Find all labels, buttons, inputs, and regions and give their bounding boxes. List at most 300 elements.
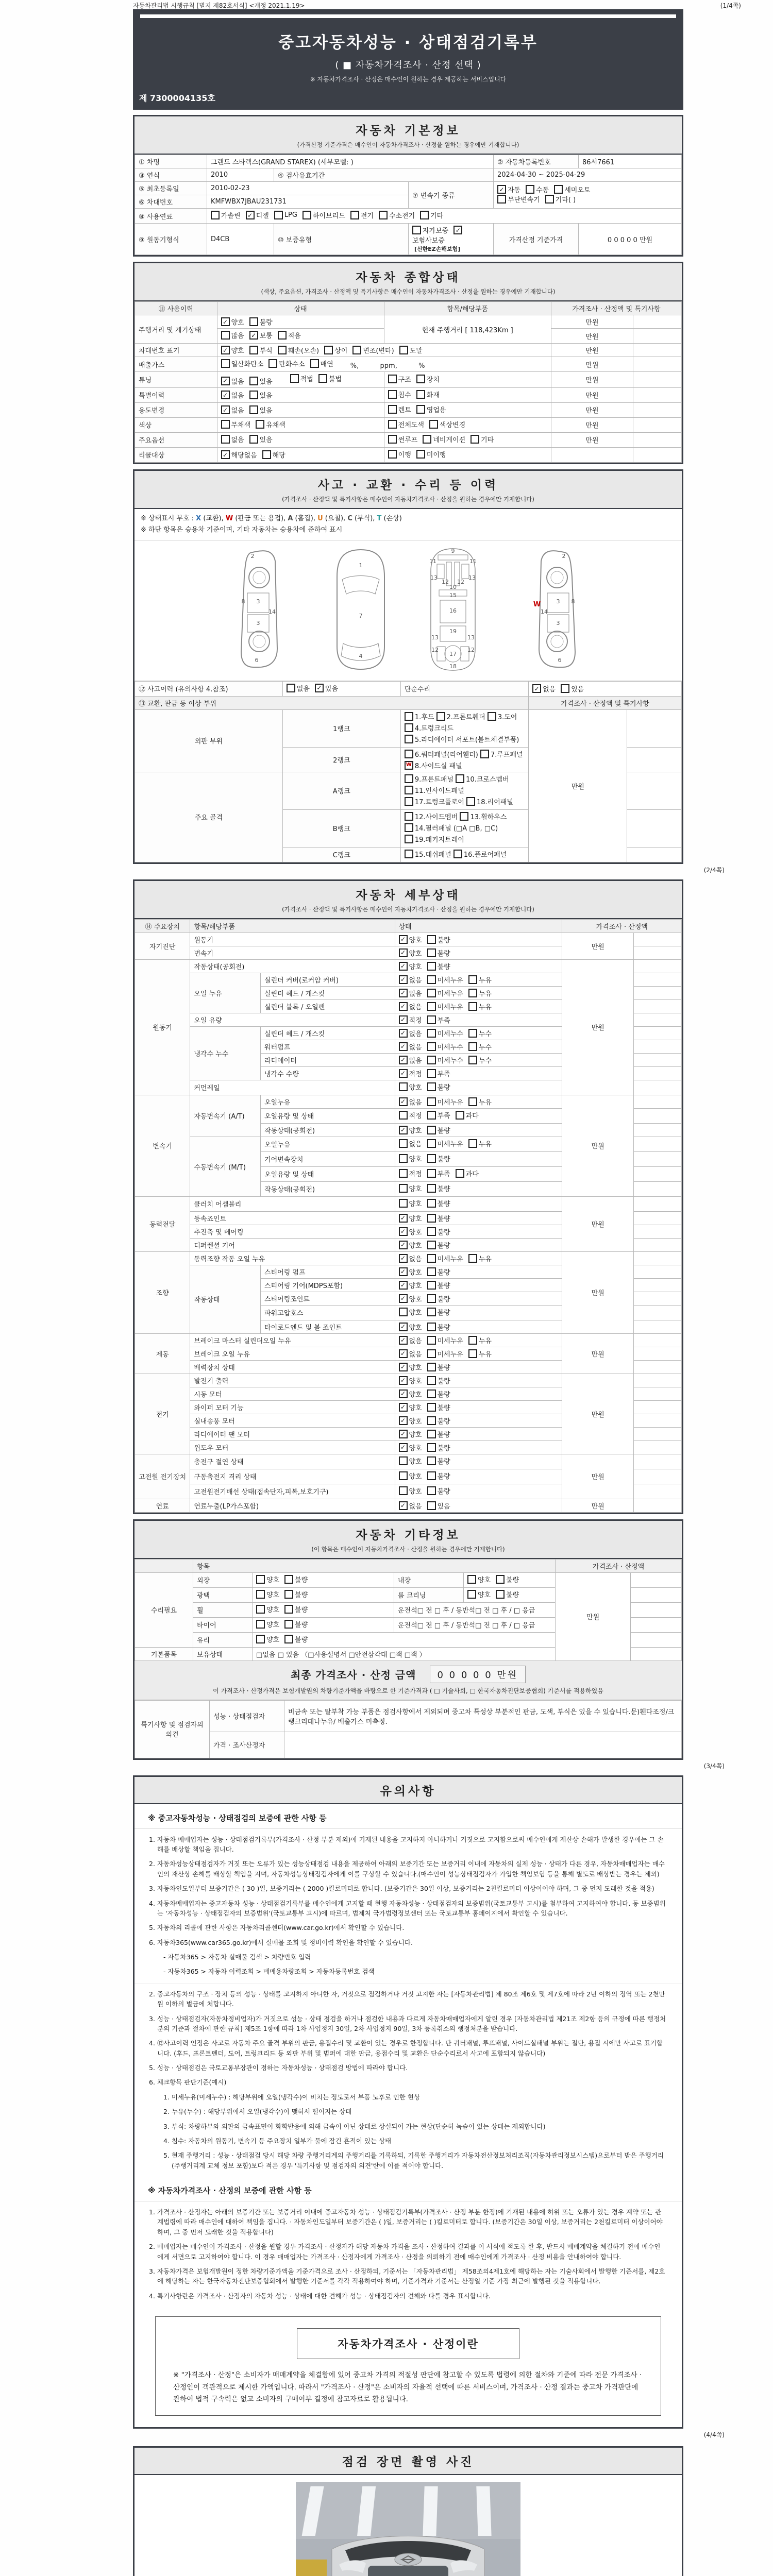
state-options: [395, 1211, 562, 1225]
price-cell: 만원: [551, 417, 633, 432]
checkbox-영업용[interactable]: [416, 405, 425, 414]
checkbox-이행[interactable]: [388, 450, 397, 459]
checkbox-도말[interactable]: [399, 346, 408, 354]
checkbox-없음[interactable]: ✓: [399, 1336, 408, 1345]
checkbox-label: 없음: [409, 1140, 422, 1148]
checkbox-디젤[interactable]: ✓: [246, 211, 255, 219]
checkbox-없음[interactable]: ✓: [399, 975, 408, 984]
checkbox-15.대쉬패널[interactable]: [405, 850, 413, 858]
checkbox-양호[interactable]: ✓: [399, 1214, 408, 1223]
checkbox-label: 불량: [437, 1200, 450, 1208]
checkbox-양호[interactable]: [399, 1456, 408, 1465]
checkbox-부족[interactable]: [427, 1111, 436, 1120]
price-cell: 만원: [562, 1499, 633, 1512]
checkbox-누유[interactable]: [468, 1139, 477, 1148]
checkbox-양호[interactable]: ✓: [221, 346, 230, 354]
field-label: ⑦ 변속기 종류: [409, 182, 494, 209]
price-cell: 만원: [562, 1251, 633, 1333]
state-options: [395, 1053, 562, 1066]
checkbox-label: 불량: [437, 1083, 450, 1092]
checkbox-19.패키지트레이[interactable]: [405, 835, 413, 843]
checkbox-label: 불량: [437, 1228, 450, 1236]
checkbox-색상변경[interactable]: [429, 420, 438, 429]
document-body: [133, 0, 725, 2576]
state-code-T: T: [377, 514, 382, 522]
checkbox-부식[interactable]: [249, 346, 258, 354]
checkbox-과다[interactable]: [456, 1111, 464, 1120]
checkbox-기타[interactable]: [470, 435, 479, 444]
checkbox-label: 미세누유: [437, 1140, 463, 1148]
checkbox-양호[interactable]: [256, 1575, 265, 1584]
section-detail-subtitle: (가격조사 · 산정액 및 특기사항은 매수인이 자동차가격조사 · 산정을 원하는 경우에만 기재합니다): [282, 905, 534, 913]
checkbox-불량[interactable]: [427, 1486, 436, 1495]
checkbox-불량[interactable]: [427, 948, 436, 957]
checkbox-LPG[interactable]: [274, 211, 283, 219]
inspector-opinion-text: [284, 1732, 682, 1758]
checkbox-label: 불량: [437, 1472, 450, 1481]
checkbox-누수[interactable]: [468, 1042, 477, 1051]
checkbox-label: 보험사보증: [412, 237, 445, 245]
checkbox-양호[interactable]: ✓: [399, 1416, 408, 1425]
state-options: [395, 1374, 562, 1387]
checkbox-label: 미세누유: [437, 976, 463, 985]
checkbox-group: [399, 1429, 450, 1439]
checkbox-없음[interactable]: ✓: [221, 377, 230, 385]
state-options: [464, 1587, 556, 1602]
checkbox-13.휠하우스[interactable]: [460, 812, 468, 821]
checkbox-불량[interactable]: [427, 1267, 436, 1276]
checkbox-누유[interactable]: [468, 1002, 477, 1011]
section-overall-title: 자동차 종합상태: [356, 271, 461, 284]
checkbox-불법[interactable]: [318, 374, 327, 383]
checkbox-label: 양호: [409, 1215, 422, 1223]
checkbox-label: 미이행: [426, 451, 446, 459]
accident-history-options: [282, 681, 400, 696]
checkbox-미세누수[interactable]: [427, 1029, 436, 1038]
checkbox-과다[interactable]: [456, 1169, 464, 1178]
checkbox-label: 화재: [426, 391, 440, 399]
checkbox-4.트렁크리드[interactable]: [405, 723, 413, 732]
checkbox-label: 있음: [259, 392, 273, 400]
checkbox-없음[interactable]: ✓: [532, 684, 541, 693]
checkbox-불량[interactable]: [427, 1199, 436, 1208]
state-options: [395, 1292, 562, 1305]
checkbox-있음[interactable]: [561, 684, 569, 693]
notes-cell: [633, 1360, 681, 1374]
checkbox-label: 일산화탄소: [231, 361, 264, 368]
emission-values: %, ppm, %: [333, 362, 425, 370]
checkbox-label: 19.패키지트레이: [414, 836, 464, 844]
checkbox-3.도어[interactable]: [488, 712, 496, 721]
checkbox-group: [399, 1294, 450, 1303]
checkbox-불량[interactable]: [427, 962, 436, 971]
checkbox-label: 양호: [409, 1228, 422, 1236]
state-options: [395, 1225, 562, 1238]
checkbox-상이[interactable]: [324, 346, 333, 354]
checkbox-불량[interactable]: [427, 1443, 436, 1452]
checkbox-부족[interactable]: [427, 1015, 436, 1024]
checkbox-적법[interactable]: [290, 374, 299, 383]
checkbox-5.라디에이터 서포트(볼트체결부품)[interactable]: [405, 735, 413, 743]
checkbox-미세누유[interactable]: [427, 1002, 436, 1011]
element: 3: [256, 598, 260, 605]
table-cell: [217, 372, 384, 388]
checkbox-보험사보증[interactable]: ✓: [453, 226, 462, 234]
checkbox-양호[interactable]: [256, 1590, 265, 1599]
checkbox-group: [399, 1168, 479, 1178]
state-options: [395, 1484, 562, 1499]
final-price-note: 이 가격조사 · 산정가격은 보험개발원의 차량기준가액을 바탕으로 한 기준가격과 ( □ 기술사회, □ 한국자동차진단보증협회) 기준서를 적용하였음: [135, 1685, 682, 1700]
checkbox-group: [436, 711, 485, 721]
checkbox-없음[interactable]: ✓: [399, 1254, 408, 1263]
checkbox-label: 있음: [437, 1502, 450, 1511]
checkbox-양호[interactable]: [399, 1471, 408, 1480]
checkbox-양호[interactable]: ✓: [399, 1323, 408, 1331]
item-label: 워터펌프: [261, 1040, 395, 1053]
item-label: 실린더 블록 / 오일팬: [261, 999, 395, 1013]
price-cell: 만원: [562, 1374, 633, 1454]
checkbox-불량[interactable]: [284, 1590, 293, 1599]
checkbox-적음[interactable]: [278, 331, 287, 340]
checkbox-썬루프[interactable]: [388, 435, 397, 444]
checkbox-렌트[interactable]: [388, 405, 397, 414]
checkbox-없음[interactable]: ✓: [399, 1501, 408, 1510]
checkbox-적정[interactable]: [399, 1111, 408, 1120]
checkbox-label: 양호: [478, 1576, 491, 1584]
checkbox-무채색[interactable]: [221, 420, 230, 429]
checkbox-없음[interactable]: ✓: [399, 1349, 408, 1358]
checkbox-부족[interactable]: [427, 1169, 436, 1178]
column-header: 항목/해당부품: [190, 919, 395, 933]
checkbox-미세누수[interactable]: [427, 1042, 436, 1051]
checkbox-불량[interactable]: [427, 1126, 436, 1134]
checkbox-label: 양호: [409, 950, 422, 958]
checkbox-네비게이션[interactable]: [423, 435, 431, 444]
checkbox-group: [399, 1139, 492, 1148]
checkbox-유채색[interactable]: [256, 420, 264, 429]
basic-info-table: [135, 155, 682, 255]
checkbox-label: 적정: [409, 1112, 422, 1120]
price-cell: 만원: [551, 315, 633, 329]
checkbox-불량[interactable]: [427, 1323, 436, 1331]
device-group-label: 동력전달: [135, 1196, 190, 1251]
checkbox-양호[interactable]: [399, 1184, 408, 1193]
item-label: 고전원전기배선 상태(접속단자,피복,보호기구): [190, 1484, 395, 1499]
checkbox-12.사이드멤버[interactable]: [405, 812, 413, 821]
checkbox-양호[interactable]: ✓: [399, 1376, 408, 1385]
checkbox-양호[interactable]: ✓: [399, 1430, 408, 1438]
checkbox-불량[interactable]: [284, 1605, 293, 1614]
checkbox-17.트렁크플로어[interactable]: [405, 797, 413, 806]
checkbox-있음[interactable]: [249, 377, 258, 385]
checkbox-장치[interactable]: [416, 375, 425, 383]
checkbox-7.루프패널[interactable]: [480, 750, 489, 758]
checkbox-침수[interactable]: [388, 390, 397, 399]
checkbox-14.필러패널 (□A □B, □C)[interactable]: [405, 823, 413, 832]
checkbox-누수[interactable]: [468, 1029, 477, 1038]
accident-table: [135, 681, 682, 862]
checkbox-불량[interactable]: [427, 935, 436, 944]
checkbox-양호[interactable]: ✓: [399, 1227, 408, 1236]
element: 2: [250, 552, 255, 560]
checkbox-누수[interactable]: [468, 1056, 477, 1064]
checkbox-매연[interactable]: [310, 359, 319, 368]
checkbox-없음[interactable]: ✓: [221, 405, 230, 414]
element: 12: [431, 646, 439, 653]
notes-cell: [633, 1414, 681, 1427]
table-cell: [217, 417, 384, 432]
checkbox-해당[interactable]: [262, 450, 271, 459]
checkbox-적정[interactable]: ✓: [399, 1015, 408, 1024]
checkbox-세미오토[interactable]: [554, 185, 563, 194]
checkbox-불량[interactable]: [427, 1376, 436, 1385]
checkbox-미세누유[interactable]: [427, 1336, 436, 1345]
checkbox-양호[interactable]: ✓: [399, 1126, 408, 1134]
checkbox-불량[interactable]: [427, 1363, 436, 1371]
checkbox-미세누유[interactable]: [427, 975, 436, 984]
checkbox-누유[interactable]: [468, 1336, 477, 1345]
checkbox-양호[interactable]: [399, 1199, 408, 1208]
checkbox-있음[interactable]: ✓: [315, 684, 324, 692]
checkbox-있음[interactable]: [249, 405, 258, 414]
checkbox-적정[interactable]: ✓: [399, 1069, 408, 1078]
checkbox-누유[interactable]: [468, 1254, 477, 1263]
checkbox-미세누유[interactable]: [427, 1349, 436, 1358]
checkbox-label: 8.사이드실 패널: [414, 762, 462, 770]
checkbox-양호[interactable]: ✓: [399, 1267, 408, 1276]
checkbox-전기[interactable]: [350, 211, 359, 219]
subgroup-label: 수동변속기 (M/T): [190, 1137, 261, 1196]
checkbox-불량[interactable]: [496, 1575, 505, 1584]
checkbox-불량[interactable]: [427, 1082, 436, 1091]
overall-row-배출가스: [135, 357, 682, 372]
checkbox-label: 불량: [437, 1377, 450, 1385]
checkbox-18.리어패널[interactable]: [466, 797, 475, 806]
notes-cell: [633, 973, 681, 986]
checkbox-8.사이드실 패널[interactable]: W: [405, 761, 413, 770]
checkbox-없음[interactable]: ✓: [221, 391, 230, 399]
checkbox-많음[interactable]: [221, 331, 230, 340]
checkbox-group: [399, 1002, 492, 1011]
checkbox-group: [399, 1471, 450, 1481]
checkbox-양호[interactable]: [399, 1486, 408, 1495]
checkbox-불량[interactable]: [427, 1416, 436, 1425]
checkbox-구조[interactable]: [388, 375, 397, 383]
state-options: [395, 1320, 562, 1333]
checkbox-없음[interactable]: ✓: [399, 1042, 408, 1051]
checkbox-수소전기[interactable]: [379, 211, 388, 219]
checkbox-누유[interactable]: [468, 975, 477, 984]
checkbox-부족[interactable]: [427, 1069, 436, 1078]
checkbox-하이브리드[interactable]: [303, 211, 311, 219]
checkbox-2.프론트휀더[interactable]: [436, 712, 445, 721]
checkbox-9.프론트패널[interactable]: [405, 774, 413, 783]
basic-items-label: 기본품목: [135, 1647, 193, 1660]
checkbox-미세누유[interactable]: [427, 1254, 436, 1263]
checkbox-불량[interactable]: [427, 1281, 436, 1290]
state-code-U: U: [317, 514, 323, 522]
checkbox-양호[interactable]: [399, 1308, 408, 1316]
checkbox-양호[interactable]: ✓: [399, 1281, 408, 1290]
checkbox-group: [388, 404, 446, 414]
checkbox-10.크로스멤버[interactable]: [456, 774, 464, 783]
checkbox-group: [399, 1349, 492, 1359]
checkbox-양호[interactable]: ✓: [399, 1363, 408, 1371]
checkbox-자가보증[interactable]: [412, 226, 421, 234]
checkbox-수동[interactable]: [526, 185, 534, 194]
checkbox-불량[interactable]: [427, 1471, 436, 1480]
element: W: [533, 600, 541, 608]
checkbox-group: [399, 1110, 479, 1120]
checkbox-불량[interactable]: [427, 1308, 436, 1316]
checkbox-불량[interactable]: [427, 1430, 436, 1438]
checkbox-label: 양호: [409, 963, 422, 971]
checkbox-양호[interactable]: ✓: [399, 1403, 408, 1412]
column-header: 가격조사 · 산정액 및 특기사항: [551, 302, 681, 315]
checkbox-양호[interactable]: [256, 1620, 265, 1629]
checkbox-미세누수[interactable]: [427, 1056, 436, 1064]
checkbox-불량[interactable]: [427, 1389, 436, 1398]
checkbox-불량[interactable]: [249, 317, 258, 326]
checkbox-변조(변타)[interactable]: [352, 346, 361, 354]
checkbox-label: 누유: [478, 1337, 492, 1345]
checkbox-없음[interactable]: [221, 435, 230, 444]
engine-type-value: D4CB: [207, 224, 274, 255]
checkbox-label: 양호: [409, 1083, 422, 1092]
checkbox-label: 적정: [409, 1070, 422, 1078]
checkbox-양호[interactable]: ✓: [399, 1294, 408, 1303]
checkbox-불량[interactable]: [427, 1403, 436, 1412]
notes-cell: [631, 1572, 682, 1587]
checkbox-없음[interactable]: ✓: [399, 1056, 408, 1064]
checkbox-label: 누유: [478, 1003, 492, 1011]
checkbox-16.플로어패널[interactable]: [453, 850, 462, 858]
checkbox-불량[interactable]: [427, 1241, 436, 1249]
checkbox-불량[interactable]: [284, 1635, 293, 1643]
checkbox-label: 양호: [409, 1268, 422, 1277]
other-info-table: [135, 1559, 682, 1661]
notes-cell: [633, 1211, 681, 1225]
checkbox-불량[interactable]: [427, 1184, 436, 1193]
checkbox-해당없음[interactable]: ✓: [221, 450, 230, 459]
checkbox-미이행[interactable]: [416, 450, 425, 459]
checkbox-6.쿼터패널(리어휀더)[interactable]: [405, 750, 413, 758]
state-options: [395, 1108, 562, 1123]
checkbox-group: [256, 1604, 308, 1614]
checkbox-label: 불량: [437, 1324, 450, 1332]
checkbox-불량[interactable]: [427, 1154, 436, 1163]
checkbox-label: 적정: [409, 1170, 422, 1178]
checkbox-양호[interactable]: ✓: [399, 1241, 408, 1249]
checkbox-없음[interactable]: [399, 1139, 408, 1148]
checkbox-탄화수소[interactable]: [268, 359, 277, 368]
remarks-table: [135, 1700, 682, 1758]
rank-label: C랭크: [282, 847, 400, 862]
checkbox-기타[interactable]: [420, 211, 429, 219]
checkbox-훼손(오손)[interactable]: [278, 346, 287, 354]
table-cell: [217, 447, 384, 462]
checkbox-전체도색[interactable]: [388, 420, 397, 429]
checkbox-양호[interactable]: [399, 1154, 408, 1163]
remarks-row: [135, 1700, 682, 1732]
checkbox-누유[interactable]: [468, 1097, 477, 1106]
checkbox-불량[interactable]: [496, 1590, 505, 1599]
element: 13: [467, 634, 475, 641]
checkbox-없음[interactable]: [287, 684, 295, 692]
checkbox-불량[interactable]: [284, 1620, 293, 1629]
checkbox-불량[interactable]: [427, 1227, 436, 1236]
checkbox-기타( )[interactable]: [545, 195, 554, 204]
element: 3: [556, 598, 560, 605]
checkbox-label: 없음: [231, 392, 244, 400]
notes-cell: [633, 1292, 681, 1305]
element: 15: [449, 591, 457, 599]
checkbox-일산화탄소[interactable]: [221, 359, 230, 368]
checkbox-있음[interactable]: [249, 435, 258, 444]
price-cell: 만원: [562, 1095, 633, 1196]
checkbox-양호[interactable]: ✓: [399, 948, 408, 957]
checkbox-없음[interactable]: ✓: [399, 989, 408, 997]
notes-cell: [633, 1347, 681, 1360]
checkbox-보통[interactable]: ✓: [249, 331, 258, 340]
checkbox-누유[interactable]: [468, 1349, 477, 1358]
checkbox-양호[interactable]: [467, 1575, 476, 1584]
checkbox-적정[interactable]: [399, 1169, 408, 1178]
checkbox-미세누유[interactable]: [427, 989, 436, 997]
row-label: 주요옵션: [135, 432, 217, 447]
checkbox-불량[interactable]: [427, 1294, 436, 1303]
checkbox-양호[interactable]: [256, 1635, 265, 1643]
checkbox-label: 장치: [426, 376, 440, 384]
checkbox-없음[interactable]: ✓: [399, 1002, 408, 1011]
checkbox-11.인사이드패널[interactable]: [405, 786, 413, 794]
checkbox-group: [466, 796, 513, 806]
state-options: [395, 1151, 562, 1166]
checkbox-1.후드[interactable]: [405, 712, 413, 721]
checkbox-있음[interactable]: [249, 391, 258, 399]
checkbox-label: 구조: [398, 376, 411, 384]
checkbox-양호[interactable]: ✓: [399, 1443, 408, 1452]
notes-cell: [633, 1040, 681, 1053]
checkbox-양호[interactable]: ✓: [399, 935, 408, 944]
checkbox-없음[interactable]: ✓: [399, 1097, 408, 1106]
checkbox-무단변속기[interactable]: [497, 195, 506, 204]
checkbox-불량[interactable]: [427, 1456, 436, 1465]
checkbox-label: 미세누유: [437, 1337, 463, 1345]
checkbox-화재[interactable]: [416, 390, 425, 399]
checkbox-가솔린[interactable]: [211, 211, 220, 219]
table-cell: [217, 315, 384, 329]
checkbox-양호[interactable]: ✓: [399, 962, 408, 971]
checkbox-불량[interactable]: [427, 1214, 436, 1223]
checkbox-없음[interactable]: ✓: [399, 1029, 408, 1038]
notice-item: 1. 자동차 매매업자는 성능 · 상태점검기록부(가격조사 · 산정 부분 제외)에 기재된 내용을 고지하지 아니하거나 거짓으로 고지함으로써 매수인에게 재산상 손해가 발생한 경우에는 그 손해를 배상할 책임을 집니다.: [149, 1835, 664, 1854]
checkbox-양호[interactable]: ✓: [399, 1389, 408, 1398]
checkbox-양호[interactable]: [256, 1605, 265, 1614]
checkbox-label: 10.크로스멤버: [466, 775, 509, 784]
checkbox-양호[interactable]: [399, 1082, 408, 1091]
checkbox-양호[interactable]: [467, 1590, 476, 1599]
checkbox-양호[interactable]: ✓: [221, 317, 230, 326]
checkbox-자동[interactable]: ✓: [497, 185, 506, 194]
checkbox-미세누유[interactable]: [427, 1139, 436, 1148]
checkbox-불량[interactable]: [284, 1575, 293, 1584]
checkbox-label: 부식: [259, 347, 273, 355]
checkbox-있음[interactable]: [427, 1501, 436, 1510]
checkbox-미세누유[interactable]: [427, 1097, 436, 1106]
notes-cell: [633, 1026, 681, 1040]
checkbox-누유[interactable]: [468, 989, 477, 997]
